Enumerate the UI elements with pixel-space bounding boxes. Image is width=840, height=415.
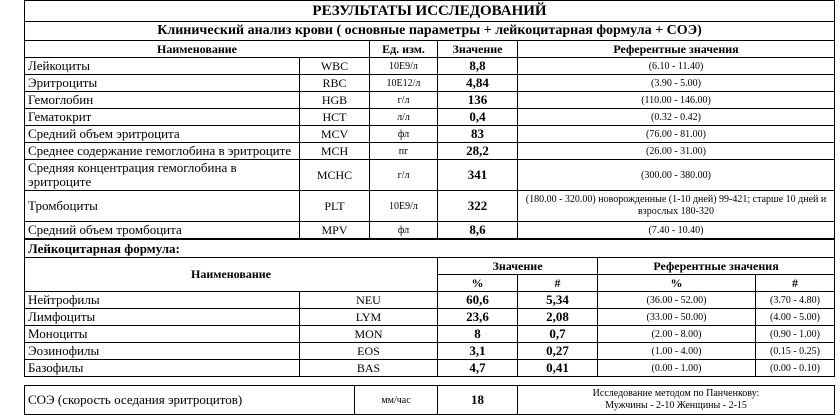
result-unit: фл <box>370 126 438 143</box>
result-value: 28,2 <box>438 143 518 160</box>
leuko-ref-pct: (33.00 - 50.00) <box>598 309 756 326</box>
blood-test-table <box>24 0 835 239</box>
leuko-ref-abs: (0.00 - 0.10) <box>756 360 835 377</box>
leuko-abs: 0,41 <box>518 360 598 377</box>
leuko-name: Эозинофилы <box>25 343 300 360</box>
leuko-abs: 5,34 <box>518 292 598 309</box>
result-value: 341 <box>438 160 518 191</box>
result-value: 322 <box>438 191 518 222</box>
leuko-abs: 0,27 <box>518 343 598 360</box>
result-name: Гемоглобин <box>25 92 300 109</box>
leuko-pct: 23,6 <box>438 309 518 326</box>
result-value: 8,8 <box>438 58 518 75</box>
result-row <box>25 75 835 92</box>
result-reference: (3.90 - 5.00) <box>518 75 835 92</box>
result-name: Средний объем эритроцита <box>25 126 300 143</box>
esr-value: 18 <box>438 386 518 415</box>
leuko-abbr: EOS <box>300 343 438 360</box>
leuko-row <box>25 343 835 360</box>
result-unit: 10E9/л <box>370 191 438 222</box>
result-reference: (76.00 - 81.00) <box>518 126 835 143</box>
result-row <box>25 58 835 75</box>
result-value: 8,6 <box>438 222 518 239</box>
esr-unit: мм/час <box>355 386 438 415</box>
result-name: Тромбоциты <box>25 191 300 222</box>
analysis-subtitle: Клинический анализ крови ( основные параметры + лейкоцитарная формула + СОЭ) <box>25 22 835 41</box>
leukocyte-formula-table <box>24 239 835 377</box>
leuko-ref-pct: (1.00 - 4.00) <box>598 343 756 360</box>
leuko-name: Базофилы <box>25 360 300 377</box>
result-row <box>25 126 835 143</box>
leuko-header-name: Наименование <box>25 258 438 292</box>
result-unit: г/л <box>370 160 438 191</box>
result-unit: г/л <box>370 92 438 109</box>
leuko-name: Моноциты <box>25 326 300 343</box>
leuko-ref-abs: (0.15 - 0.25) <box>756 343 835 360</box>
result-row <box>25 191 835 222</box>
result-abbr: WBC <box>300 58 370 75</box>
leuko-abs: 2,08 <box>518 309 598 326</box>
result-value: 136 <box>438 92 518 109</box>
result-unit: фл <box>370 222 438 239</box>
leuko-ref-abs: (4.00 - 5.00) <box>756 309 835 326</box>
result-row <box>25 143 835 160</box>
leuko-abbr: BAS <box>300 360 438 377</box>
result-name: Лейкоциты <box>25 58 300 75</box>
esr-name: СОЭ (скорость оседания эритроцитов) <box>25 386 355 415</box>
leuko-ref-abs: (0.90 - 1.00) <box>756 326 835 343</box>
leuko-abbr: NEU <box>300 292 438 309</box>
leuko-header-value-abs: # <box>518 275 598 292</box>
leuko-name: Нейтрофилы <box>25 292 300 309</box>
result-reference: (0.32 - 0.42) <box>518 109 835 126</box>
result-value: 83 <box>438 126 518 143</box>
leuko-ref-pct: (36.00 - 52.00) <box>598 292 756 309</box>
result-abbr: RBC <box>300 75 370 92</box>
result-abbr: HCT <box>300 109 370 126</box>
leuko-ref-abs: (3.70 - 4.80) <box>756 292 835 309</box>
leuko-row <box>25 309 835 326</box>
result-reference: (6.10 - 11.40) <box>518 58 835 75</box>
result-name: Гематокрит <box>25 109 300 126</box>
leuko-header-value-pct: % <box>438 275 518 292</box>
result-row <box>25 160 835 191</box>
result-abbr: MPV <box>300 222 370 239</box>
result-row <box>25 92 835 109</box>
leuko-pct: 8 <box>438 326 518 343</box>
leuko-abbr: MON <box>300 326 438 343</box>
result-reference: (300.00 - 380.00) <box>518 160 835 191</box>
result-reference: (26.00 - 31.00) <box>518 143 835 160</box>
result-abbr: MCH <box>300 143 370 160</box>
leuko-pct: 4,7 <box>438 360 518 377</box>
col-header-value: Значение <box>438 41 518 58</box>
leuko-row <box>25 326 835 343</box>
result-abbr: HGB <box>300 92 370 109</box>
esr-table <box>24 385 835 415</box>
result-reference: (7.40 - 10.40) <box>518 222 835 239</box>
result-abbr: MCV <box>300 126 370 143</box>
result-reference: (110.00 - 146.00) <box>518 92 835 109</box>
leuko-abbr: LYM <box>300 309 438 326</box>
result-unit: пг <box>370 143 438 160</box>
result-unit: л/л <box>370 109 438 126</box>
esr-reference-note <box>518 386 835 415</box>
leuko-pct: 60,6 <box>438 292 518 309</box>
result-row <box>25 222 835 239</box>
result-unit: 10E9/л <box>370 58 438 75</box>
lab-results-document <box>24 0 834 415</box>
result-name: Средний объем тромбоцита <box>25 222 300 239</box>
result-unit: 10E12/л <box>370 75 438 92</box>
result-name: Средняя концентрация гемоглобина в эритроците <box>25 160 300 191</box>
leuko-ref-pct: (2.00 - 8.00) <box>598 326 756 343</box>
result-abbr: PLT <box>300 191 370 222</box>
leuko-header-ref-abs: # <box>756 275 835 292</box>
result-name: Среднее содержание гемоглобина в эритроците <box>25 143 300 160</box>
result-value: 0,4 <box>438 109 518 126</box>
leuko-row <box>25 292 835 309</box>
leuko-header-ref-pct: % <box>598 275 756 292</box>
result-value: 4,84 <box>438 75 518 92</box>
leuko-header-value: Значение <box>438 258 598 275</box>
esr-note-line2: Мужчины - 2-10 Женщины - 2-15 <box>605 400 747 411</box>
result-name: Эритроциты <box>25 75 300 92</box>
col-header-name: Наименование <box>25 41 370 58</box>
leuko-ref-pct: (0.00 - 1.00) <box>598 360 756 377</box>
result-abbr: MCHC <box>300 160 370 191</box>
leukocyte-formula-title: Лейкоцитарная формула: <box>25 240 438 258</box>
leuko-pct: 3,1 <box>438 343 518 360</box>
leuko-name: Лимфоциты <box>25 309 300 326</box>
esr-note-line1: Исследование методом по Панченкову: <box>592 388 760 399</box>
leuko-row <box>25 360 835 377</box>
leuko-abs: 0,7 <box>518 326 598 343</box>
result-row <box>25 109 835 126</box>
page-title: РЕЗУЛЬТАТЫ ИССЛЕДОВАНИЙ <box>25 1 835 22</box>
leuko-header-reference: Референтные значения <box>598 258 835 275</box>
col-header-unit: Ед. изм. <box>370 41 438 58</box>
col-header-reference: Референтные значения <box>518 41 835 58</box>
result-reference: (180.00 - 320.00) новорожденные (1-10 дней) 99-421; старше 10 дней и взрослых 180-320 <box>518 191 835 222</box>
